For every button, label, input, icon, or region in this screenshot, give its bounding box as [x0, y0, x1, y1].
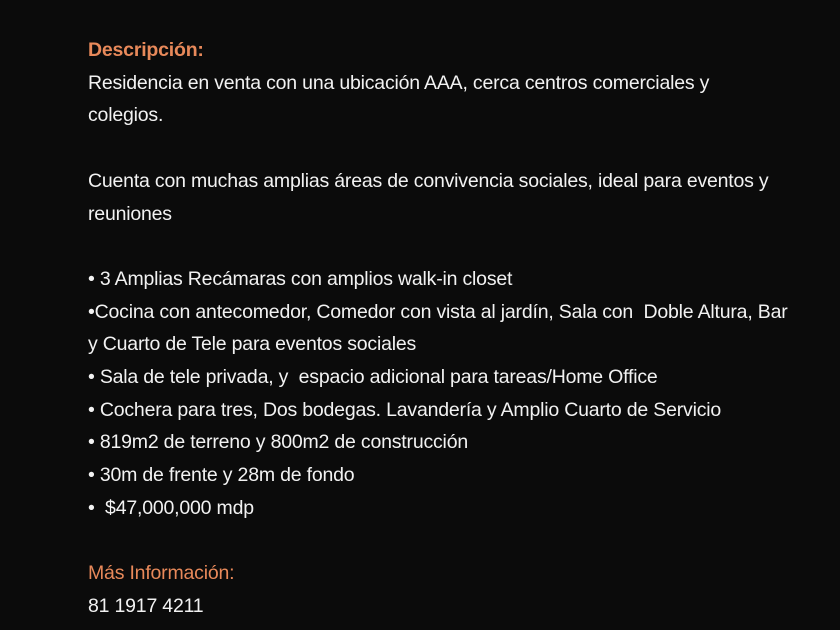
description-paragraph-amenities: Cuenta con muchas amplias áreas de convivencia sociales, ideal para eventos y reuniones — [88, 169, 774, 225]
features-list — [88, 263, 793, 525]
spacer — [88, 132, 788, 165]
description-heading: Descripción: — [88, 39, 204, 61]
feature-area: • 819m2 de terreno y 800m2 de construcción — [88, 431, 468, 454]
listing-description-block — [88, 34, 793, 623]
spacer — [88, 525, 788, 558]
more-info-heading: Más Información: — [88, 562, 235, 585]
spacer — [88, 230, 788, 263]
feature-tv-room-office: • Sala de tele privada, y espacio adicional para tareas/Home Office — [88, 366, 658, 388]
feature-lot-dimensions: • 30m de frente y 28m de fondo — [88, 464, 355, 487]
feature-bedrooms: • 3 Amplias Recámaras con amplios walk-in closet — [88, 267, 513, 290]
description-paragraph-location: Residencia en venta con una ubicación AAA, cerca centros comerciales y colegios. — [88, 71, 715, 127]
feature-kitchen-dining: •Cocina con antecomedor, Comedor con vista al jardín, Sala con Doble Altura, Bar y Cuarto de Tele para eventos sociales — [88, 300, 793, 356]
feature-price: • $47,000,000 mdp — [88, 496, 254, 519]
feature-garage-storage: • Cochera para tres, Dos bodegas. Lavandería y Amplio Cuarto de Servicio — [88, 398, 722, 421]
contact-phone[interactable]: 81 1917 4211 — [88, 594, 204, 617]
